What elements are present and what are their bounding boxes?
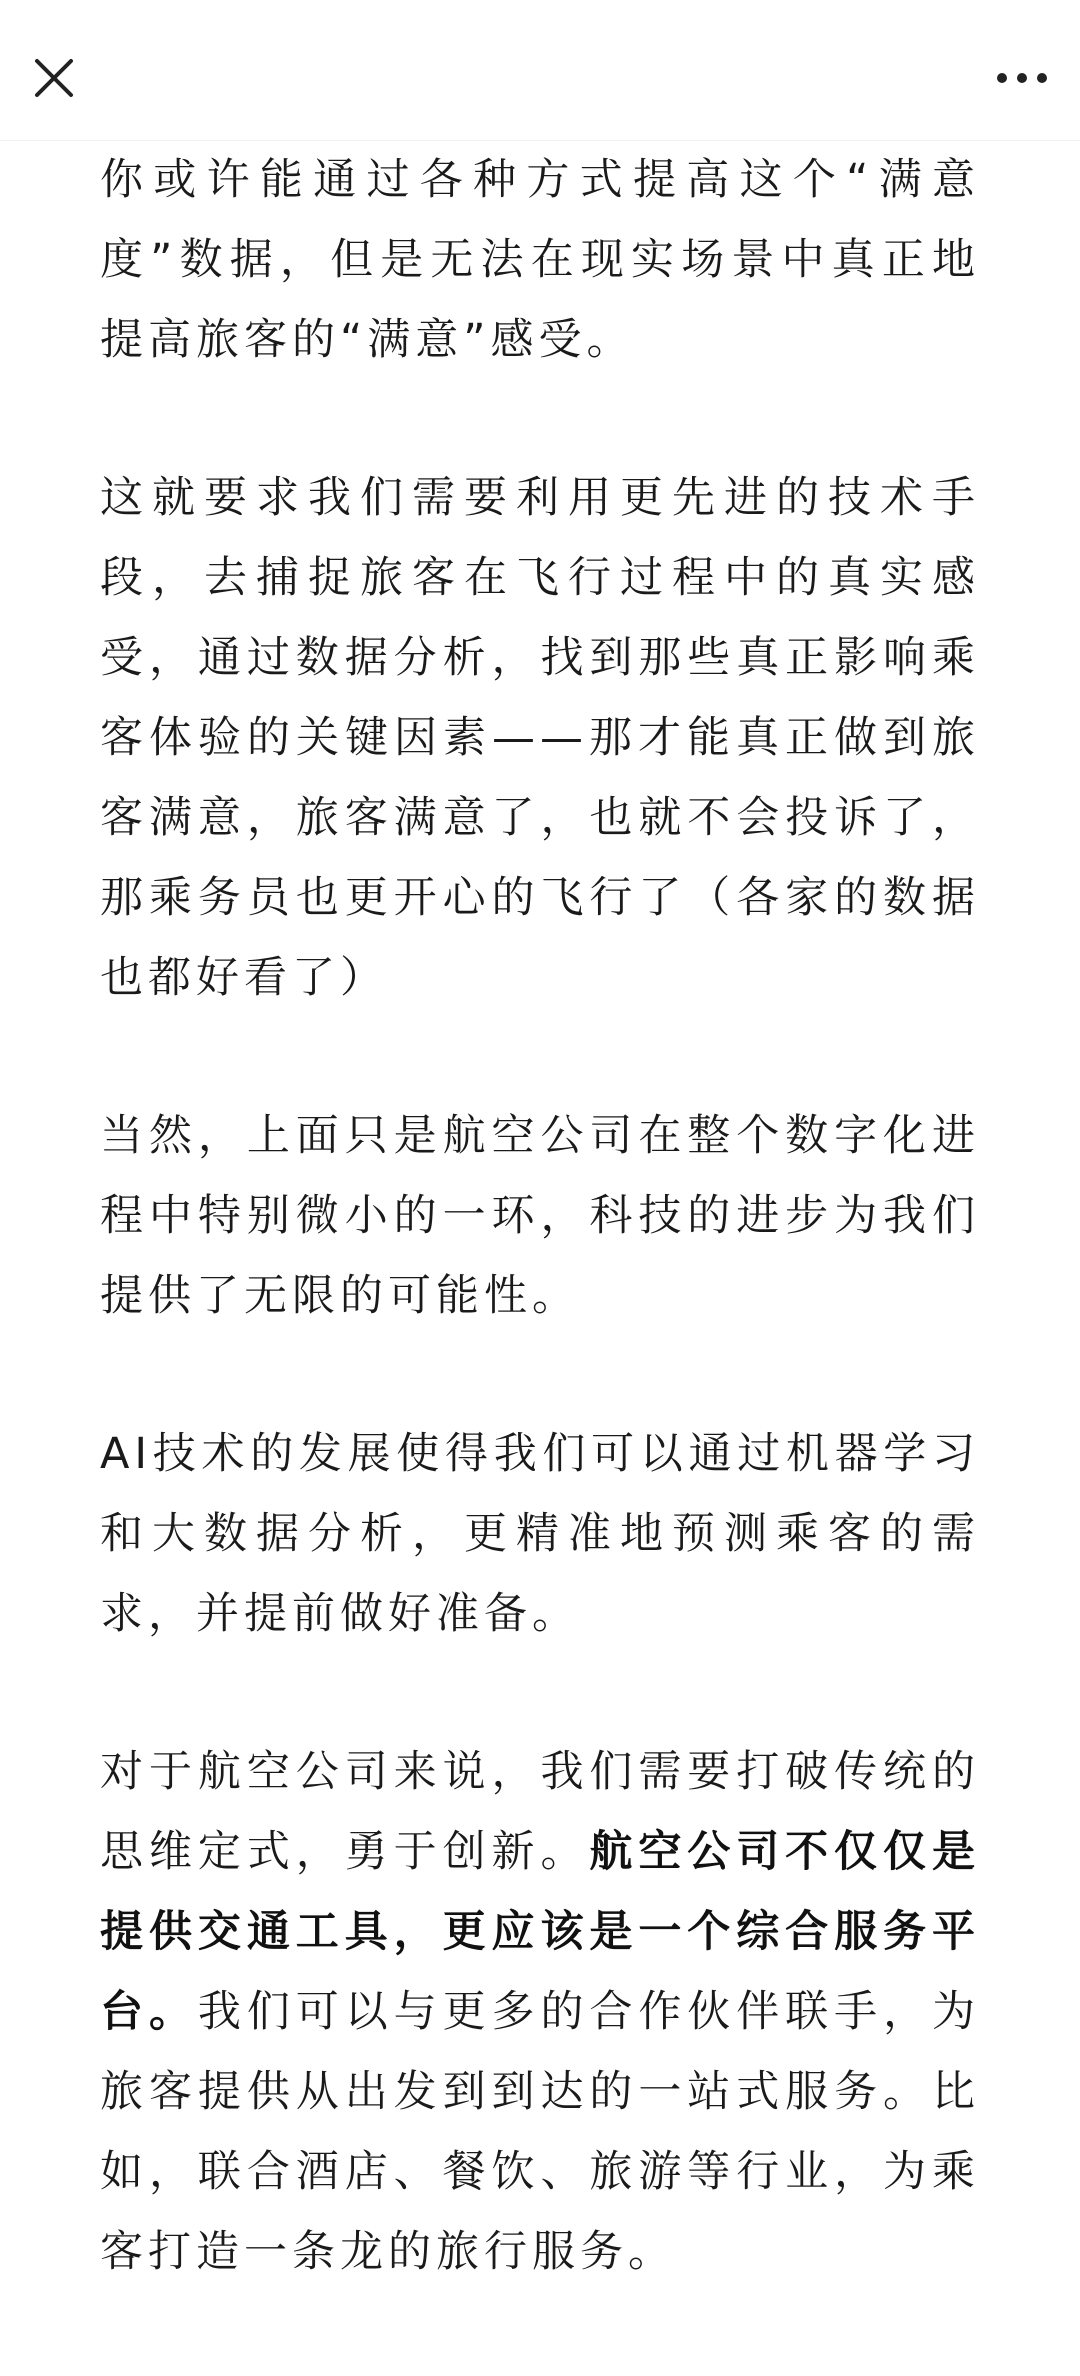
paragraph-text: 对于航空公司来说，我们需要打破传统的思维定式，勇于创新。 — [100, 1747, 980, 1877]
paragraph-text: 当然，上面只是航空公司在整个数字化进程中特别微小的一环，科技的进步为我们提供了无限的可能性。 — [100, 1111, 980, 1321]
paragraph-text: 这就要求我们需要利用更先进的技术手段，去捕捉旅客在飞行过程中的真实感受，通过数据分析，找到那些真正影响乘客体验的关键因素——那才能真正做到旅客满意，旅客满意了，也就不会投诉了，那乘务员也更开心的飞行了（各家的数据也都好看了） — [100, 473, 980, 1003]
article-paragraph-2 — [100, 458, 980, 1018]
close-icon — [28, 52, 80, 104]
paragraph-bold-highlight: 航空公司不仅仅是提供交通工具，更应该是一个综合服务平台。 — [100, 1827, 981, 2037]
article-paragraph-3 — [100, 1096, 980, 1336]
article-paragraph-5 — [100, 1732, 980, 2292]
more-options-button[interactable] — [992, 56, 1052, 100]
paragraph-text: AI技术的发展使得我们可以通过机器学习和大数据分析，更精准地预测乘客的需求，并提前做好准备。 — [100, 1429, 980, 1639]
article-paragraph-1 — [100, 140, 980, 380]
top-navigation-bar — [0, 0, 1080, 141]
paragraph-text: 我们可以与更多的合作伙伴联手，为旅客提供从出发到到达的一站式服务。比如，联合酒店、餐饮、旅游等行业，为乘客打造一条龙的旅行服务。 — [100, 1987, 981, 2277]
article-body — [100, 140, 980, 2370]
close-button[interactable] — [28, 52, 80, 104]
article-paragraph-4 — [100, 1414, 980, 1654]
more-horizontal-icon — [992, 56, 1052, 100]
paragraph-text: 你或许能通过各种方式提高这个“满意度”数据，但是无法在现实场景中真正地提高旅客的“满意”感受。 — [100, 155, 980, 365]
